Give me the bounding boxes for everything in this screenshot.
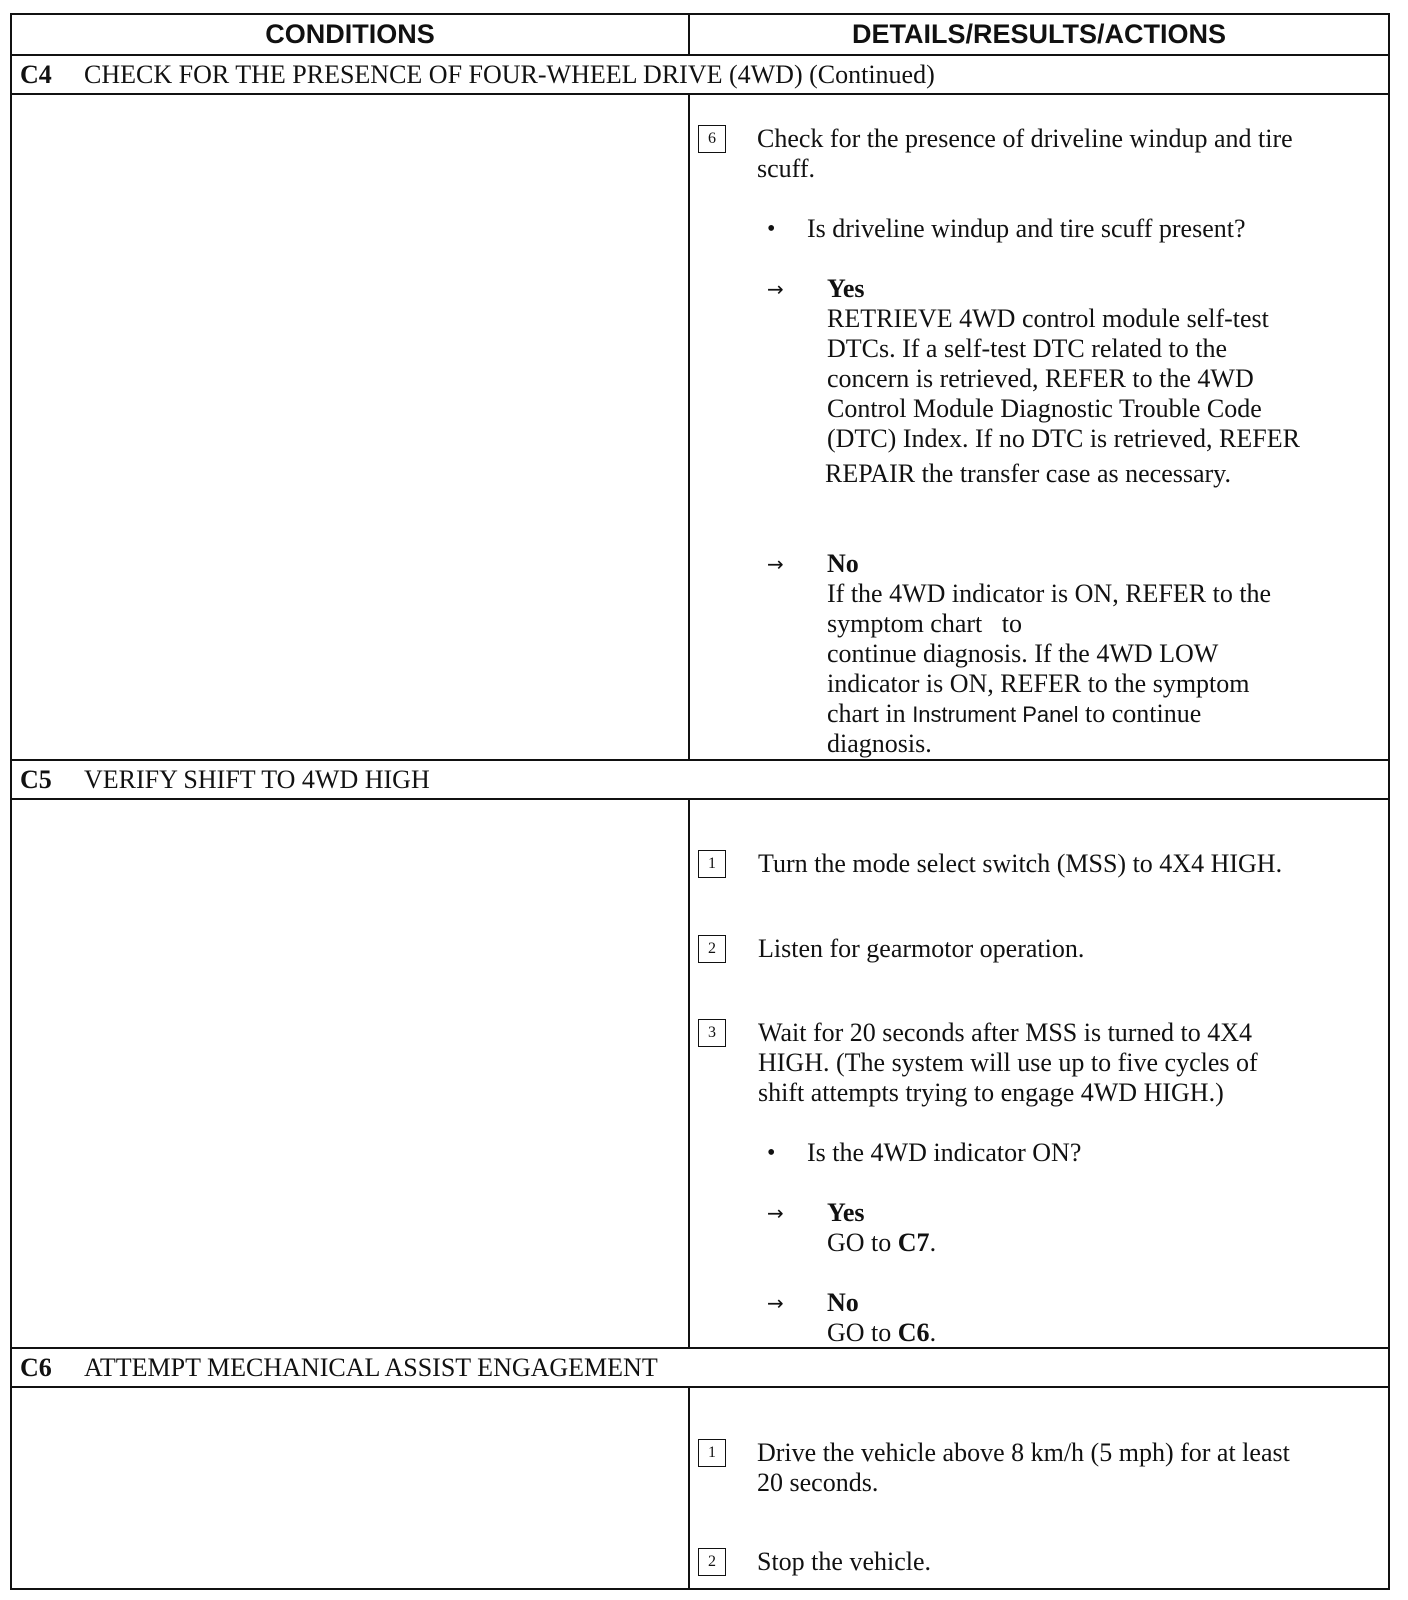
period: . xyxy=(929,1318,937,1347)
section-title-text: VERIFY SHIFT TO 4WD HIGH xyxy=(84,765,430,794)
divider-c6-top xyxy=(10,1347,1390,1349)
section-title-text: ATTEMPT MECHANICAL ASSIST ENGAGEMENT xyxy=(84,1353,658,1382)
no-action-line xyxy=(827,699,1201,730)
question-text: Is the 4WD indicator ON? xyxy=(807,1138,1082,1167)
step-text: Turn the mode select switch (MSS) to 4X4 HIGH. xyxy=(758,849,1283,878)
step-number-box: 6 xyxy=(698,125,726,153)
question-text: Is driveline windup and tire scuff present? xyxy=(807,214,1246,243)
step-text: 20 seconds. xyxy=(757,1468,879,1497)
step-number-box: 1 xyxy=(698,850,726,878)
right-arrow-icon: → xyxy=(767,1291,784,1315)
divider-c5-title xyxy=(10,798,1390,800)
section-title-text: CHECK FOR THE PRESENCE OF FOUR-WHEEL DRIVE (4WD) (Continued) xyxy=(84,60,935,89)
step-number-box: 3 xyxy=(698,1019,726,1047)
divider-header xyxy=(10,54,1390,56)
go-to-target[interactable]: C6 xyxy=(897,1318,930,1347)
section-code: C5 xyxy=(20,765,52,794)
section-code: C4 xyxy=(20,60,52,89)
step-text: shift attempts trying to engage 4WD HIGH.) xyxy=(758,1078,1224,1107)
step-text: Drive the vehicle above 8 km/h (5 mph) for at least xyxy=(757,1438,1290,1467)
bullet-icon: • xyxy=(767,216,776,242)
right-arrow-icon: → xyxy=(767,1201,784,1225)
yes-label: Yes xyxy=(827,1198,865,1227)
step-text: Wait for 20 seconds after MSS is turned to 4X4 xyxy=(758,1018,1252,1047)
no-label: No xyxy=(827,549,859,578)
yes-label: Yes xyxy=(827,274,865,303)
right-arrow-icon: → xyxy=(767,277,784,301)
no-label: No xyxy=(827,1288,859,1317)
yes-action-line: concern is retrieved, REFER to the 4WD xyxy=(827,364,1254,393)
section-c4-title xyxy=(20,60,935,90)
step-text: Listen for gearmotor operation. xyxy=(758,934,1085,963)
period: . xyxy=(929,1228,937,1257)
section-c6-title xyxy=(20,1353,658,1383)
chart-in-text: chart in xyxy=(827,699,906,728)
conditions-header: CONDITIONS xyxy=(265,19,435,49)
continue-text: to continue xyxy=(1085,699,1202,728)
step-number-box: 2 xyxy=(698,935,726,963)
instrument-panel-reference: Instrument Panel xyxy=(912,702,1079,727)
no-action-line: If the 4WD indicator is ON, REFER to the xyxy=(827,579,1272,608)
go-to-text: GO to xyxy=(827,1228,892,1257)
details-header: DETAILS/RESULTS/ACTIONS xyxy=(851,19,1226,49)
no-action-line: indicator is ON, REFER to the symptom xyxy=(827,669,1250,698)
step-number-box: 1 xyxy=(698,1439,726,1467)
step-text: Check for the presence of driveline windup and tire xyxy=(757,124,1293,153)
section-c5-title xyxy=(20,765,430,795)
to-text: to xyxy=(1001,609,1022,638)
step-text: Stop the vehicle. xyxy=(757,1547,932,1576)
divider-c6-title xyxy=(10,1386,1390,1388)
yes-action-line: Control Module Diagnostic Trouble Code xyxy=(827,394,1262,423)
column-divider-c4 xyxy=(688,94,690,760)
step-text: HIGH. (The system will use up to five cycles of xyxy=(758,1048,1258,1077)
right-arrow-icon: → xyxy=(767,552,784,576)
yes-action-line: REPAIR the transfer case as necessary. xyxy=(825,459,1231,488)
yes-action-line: (DTC) Index. If no DTC is retrieved, REFER xyxy=(827,424,1300,453)
section-code: C6 xyxy=(20,1353,52,1382)
no-action-line: diagnosis. xyxy=(827,729,932,758)
go-to-target[interactable]: C7 xyxy=(897,1228,930,1257)
yes-action-line xyxy=(827,1228,936,1258)
no-action-line: continue diagnosis. If the 4WD LOW xyxy=(827,639,1219,668)
divider-c5-top xyxy=(10,759,1390,761)
column-divider-c6 xyxy=(688,1387,690,1589)
yes-action-line: RETRIEVE 4WD control module self-test xyxy=(827,304,1269,333)
symptom-chart-text: symptom chart xyxy=(827,609,983,638)
divider-c4-title xyxy=(10,93,1390,95)
no-action-line xyxy=(827,1318,936,1348)
bullet-icon: • xyxy=(767,1140,776,1166)
no-action-line xyxy=(827,609,1022,639)
step-text: scuff. xyxy=(757,154,816,183)
go-to-text: GO to xyxy=(827,1318,892,1347)
column-divider-c5 xyxy=(688,799,690,1348)
yes-action-line: DTCs. If a self-test DTC related to the xyxy=(827,334,1227,363)
step-number-box: 2 xyxy=(698,1548,726,1576)
